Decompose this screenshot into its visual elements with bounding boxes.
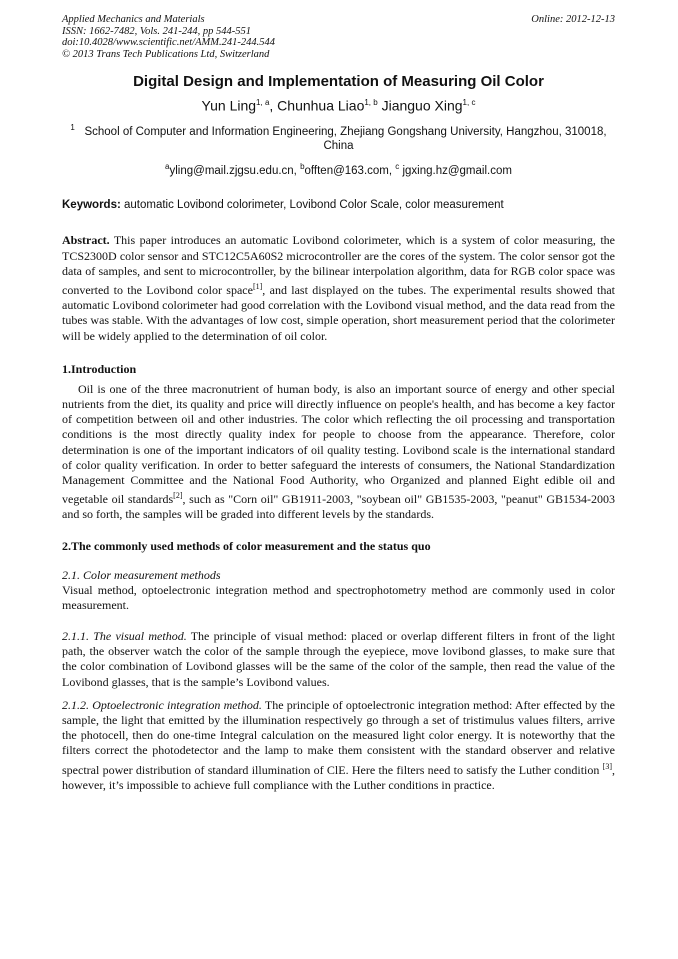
journal-header bbox=[62, 14, 615, 60]
email-sup: a bbox=[165, 162, 170, 172]
abstract-label: Abstract. bbox=[62, 233, 110, 248]
author-sup: 1, a bbox=[256, 98, 270, 107]
author-list bbox=[62, 94, 615, 115]
journal-name: Applied Mechanics and Materials bbox=[62, 14, 205, 25]
paper-title: Digital Design and Implementation of Measuring Oil Color bbox=[133, 73, 544, 90]
abstract bbox=[62, 233, 615, 343]
optoelectronic-paragraph bbox=[62, 698, 615, 793]
intro-paragraph bbox=[62, 382, 615, 523]
abstract-text: , and last displayed on the tubes. The experimental results showed that automatic Lovibond colorimeter had good correlation with the Lovibond visual method, and the data read from the tubes was stable. With the advantages of low cost, simple operation, short measurement period that the colorimeter will be widely applied to the determination of oil color. bbox=[62, 282, 615, 343]
author-emails bbox=[62, 160, 615, 178]
intro-text: Oil is one of the three macronutrient of human body, is also an important source of energy and other special nutrients from the diet, its quality and price will directly influence on people's health, and has become a key factor of competition between oil and other industries. The color which reflecting the oil processing and transportation conditions is the most directly quality index for people to choose from the appearance. Therefore, color determination is one of the important indicators of oil quality testing. Lovibond scale is the international standard of color quality verification. In order to better safeguard the interests of consumers, the National Standardization Management Committee and the National Food Authority, who Organized and planned Eight edible oil and vegetable oil standards bbox=[62, 381, 615, 507]
subsection-paragraph: Visual method, optoelectronic integration method and spectrophotometry method are commonly used in color measurement. bbox=[62, 582, 615, 612]
visual-method-paragraph bbox=[62, 629, 615, 690]
email-link[interactable]: yling@mail.zjgsu.edu.cn, bbox=[169, 165, 301, 178]
abstract-text: This paper introduces an automatic Lovibond colorimeter, which is a system of color measuring, the TCS2300D color sensor and STC12C5A60S2 microcontroller are the cores of the system. The color sensor got the data of samples, and sent to microcontroller, by the bilinear interpolation algorithm, data for RGB color space was converted to the Lovibond color space bbox=[62, 233, 615, 297]
email-link[interactable]: jgxing.hz@gmail.com bbox=[399, 165, 512, 178]
intro-text: , such as "Corn oil" GB1911-2003, "soybean oil" GB1535-2003, "peanut" GB1534-2003 and so forth, the samples will be graded into different levels by the standards. bbox=[62, 492, 615, 522]
email-sup: b bbox=[300, 162, 305, 172]
email-link[interactable]: offten@163.com, bbox=[304, 165, 396, 178]
citation-ref[interactable]: [1] bbox=[252, 281, 263, 291]
keywords-text: automatic Lovibond colorimeter, Lovibond Color Scale, color measurement bbox=[120, 199, 504, 212]
author-sup: 1, c bbox=[462, 98, 476, 107]
email-sup: c bbox=[395, 162, 400, 172]
subsection-heading: 2.1. Color measurement methods bbox=[62, 567, 221, 582]
author-name: , Chunhua Liao bbox=[269, 97, 365, 114]
section-heading: 2.The commonly used methods of color measurement and the status quo bbox=[62, 538, 431, 553]
author-name: Yun Ling bbox=[201, 97, 257, 114]
keywords bbox=[62, 198, 615, 212]
online-date: Online: 2012-12-13 bbox=[531, 14, 615, 25]
affiliation bbox=[62, 121, 615, 154]
citation-ref[interactable]: [3] bbox=[602, 761, 612, 771]
subsubsection-label: 2.1.1. The visual method. bbox=[62, 628, 187, 643]
paragraph-text: The principle of visual method: placed or overlap different filters in front of the light path, the observer watch the color of the sample through the eyepiece, move lovibond glasses, to make sure that the color combination of Lovibond glasses will be the same of the color of the sample, then read the value of the Lovibond glasses, that is the sample’s Lovibond values. bbox=[62, 628, 615, 689]
affiliation-text: School of Computer and Information Engineering, Zhejiang Gongshang University, Hangzhou, 310018, China bbox=[84, 125, 607, 152]
keywords-label: Keywords: bbox=[62, 199, 121, 212]
paragraph-text: The principle of optoelectronic integration method: After effected by the sample, the light that emitted by the illumination respectively go through a set of tristimulus values filters, arrive the photocell, then do one-time Integral calculation on the measured light color energy. It is noteworthy that the filters correct the photodetector and the lamp to make them consistent with the standard observer and relative spectral power distribution of standard illumination of ClE. Here the filters need to satisfy the Luther condition bbox=[62, 697, 615, 777]
issn-line: ISSN: 1662-7482, Vols. 241-244, pp 544-551 bbox=[62, 25, 251, 37]
subsubsection-label: 2.1.2. Optoelectronic integration method. bbox=[62, 697, 262, 712]
author-name: Jianguo Xing bbox=[377, 97, 463, 114]
affiliation-sup: 1 bbox=[70, 122, 75, 132]
author-sup: 1, b bbox=[364, 98, 378, 107]
paragraph-text: , however, it’s impossible to achieve full compliance with the Luther conditions in practice. bbox=[62, 762, 615, 792]
copyright-line: © 2013 Trans Tech Publications Ltd, Switzerland bbox=[62, 48, 270, 60]
paper-page bbox=[62, 14, 615, 793]
section-heading: 1.Introduction bbox=[62, 361, 137, 376]
doi-line: doi:10.4028/www.scientific.net/AMM.241-244.544 bbox=[62, 37, 275, 48]
citation-ref[interactable]: [2] bbox=[173, 491, 183, 501]
